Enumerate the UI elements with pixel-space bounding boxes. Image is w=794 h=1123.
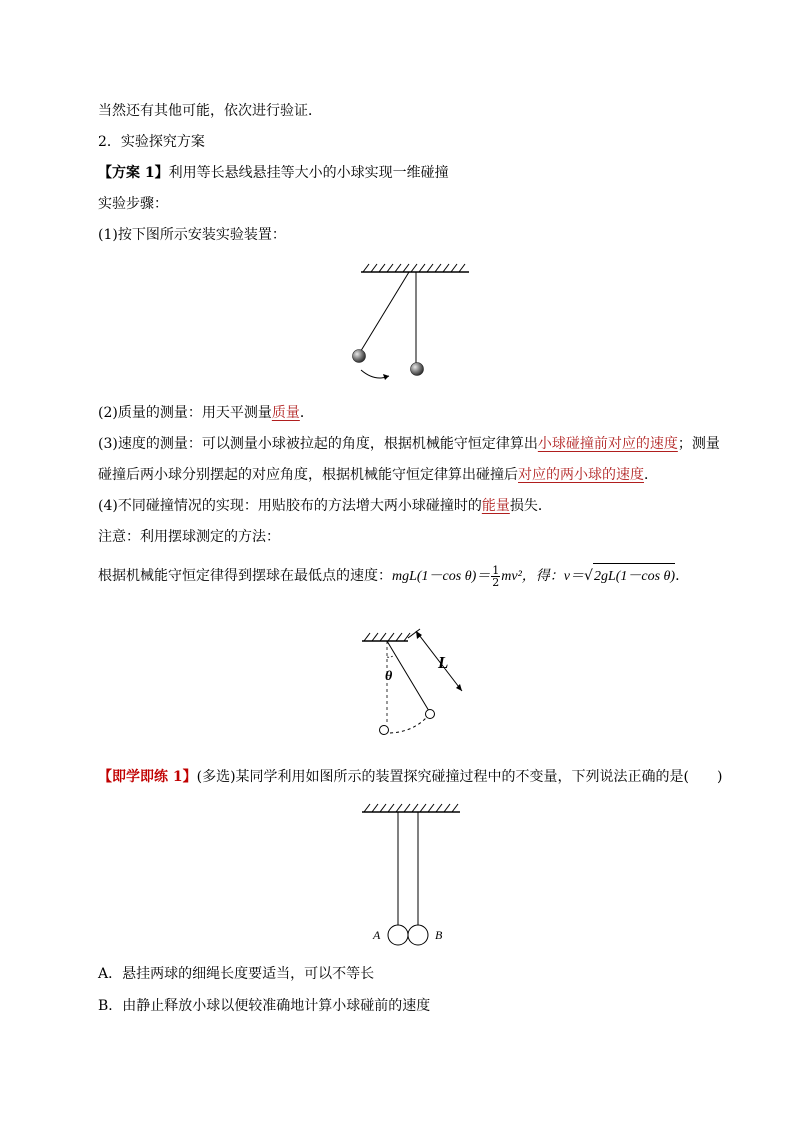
ball-displaced — [426, 710, 435, 719]
step-4-answer: 能量 — [481, 498, 510, 514]
practice-question — [98, 767, 722, 787]
pendulum-figure-3 — [358, 800, 468, 950]
ball-raised — [353, 350, 366, 363]
ball-A — [388, 925, 408, 945]
formula-line — [98, 563, 680, 590]
formula-rhs: mv²，得： — [501, 569, 564, 584]
ceiling-hatch-3 — [362, 804, 460, 812]
practice-text: (多选)某同学利用如图所示的装置探究碰撞过程中的不变量，下列说法正确的是( ) — [196, 769, 723, 785]
string-raised — [359, 272, 409, 354]
step-4-text: (4)不同碰撞情况的实现：用贴胶布的方法增大两小球碰撞时的 — [98, 498, 482, 514]
pendulum-string — [387, 641, 429, 711]
step-3-text-2: 碰撞后两小球分别摆起的对应角度，根据机械能守恒定律算出碰撞后 — [98, 467, 518, 483]
fraction-denominator: 2 — [492, 575, 500, 589]
paragraph-text: 当然还有其他可能，依次进行验证． — [98, 103, 322, 119]
step-2-answer: 质量 — [271, 405, 300, 421]
plan-1-text: 利用等长悬线悬挂等大小的小球实现一维碰撞 — [168, 165, 449, 181]
step-3-answer-2: 对应的两小球的速度 — [518, 467, 644, 483]
fraction-numerator: 1 — [492, 563, 500, 577]
plan-1-tag: 【方案 1】 — [98, 165, 169, 181]
label-B: B — [435, 928, 443, 942]
pendulum-figure-1 — [355, 262, 475, 387]
label-theta: θ — [385, 669, 393, 684]
ball-hanging — [411, 363, 424, 376]
step-2-text: (2)质量的测量：用天平测量 — [98, 405, 272, 421]
sqrt-symbol: √ — [584, 568, 593, 584]
step-3-answer-1: 小球碰撞前对应的速度 — [537, 436, 678, 452]
steps-title: 实验步骤： — [98, 196, 168, 212]
formula-intro: 根据机械能守恒定律得到摆球在最低点的速度： — [98, 568, 392, 584]
step-2 — [98, 403, 314, 423]
pendulum-figure-2 — [360, 628, 480, 740]
fraction-one-half — [491, 565, 500, 588]
plan-1-line — [98, 163, 449, 183]
option-A: A．悬挂两球的细绳长度要适当，可以不等长 — [98, 966, 375, 982]
step-3-end: ． — [644, 467, 658, 483]
ball-B — [408, 925, 428, 945]
label-A: A — [373, 928, 381, 942]
formula-lhs: mgL(1－cos θ)＝ — [392, 569, 491, 584]
label-L: L — [438, 653, 449, 672]
step-3-line-1 — [98, 434, 720, 454]
practice-tag: 【即学即练 1】 — [98, 769, 197, 785]
section-heading: 2．实验探究方案 — [98, 134, 205, 150]
step-3-text: (3)速度的测量：可以测量小球被拉起的角度，根据机械能守恒定律算出 — [98, 436, 538, 452]
ceiling-hatch-2 — [362, 633, 410, 641]
step-2-end: ． — [299, 405, 314, 421]
swing-arc — [390, 718, 426, 733]
ball-bottom — [380, 726, 389, 735]
angle-arc — [387, 655, 394, 657]
step-3-mid: ；测量 — [677, 436, 720, 452]
step-3-line-2 — [98, 465, 658, 485]
step-4-end: 损失． — [509, 498, 552, 514]
sqrt-body: 2gL(1－cos θ) — [593, 563, 675, 590]
step-1: (1)按下图所示安装实验装置： — [98, 227, 286, 243]
formula-end: . — [675, 568, 680, 584]
ceiling-hatch — [361, 264, 469, 272]
note: 注意：利用摆球测定的方法： — [98, 529, 280, 545]
option-B: B．由静止释放小球以便较准确地计算小球碰前的速度 — [98, 998, 431, 1014]
formula-v: v＝ — [563, 569, 585, 584]
step-4 — [98, 496, 552, 516]
